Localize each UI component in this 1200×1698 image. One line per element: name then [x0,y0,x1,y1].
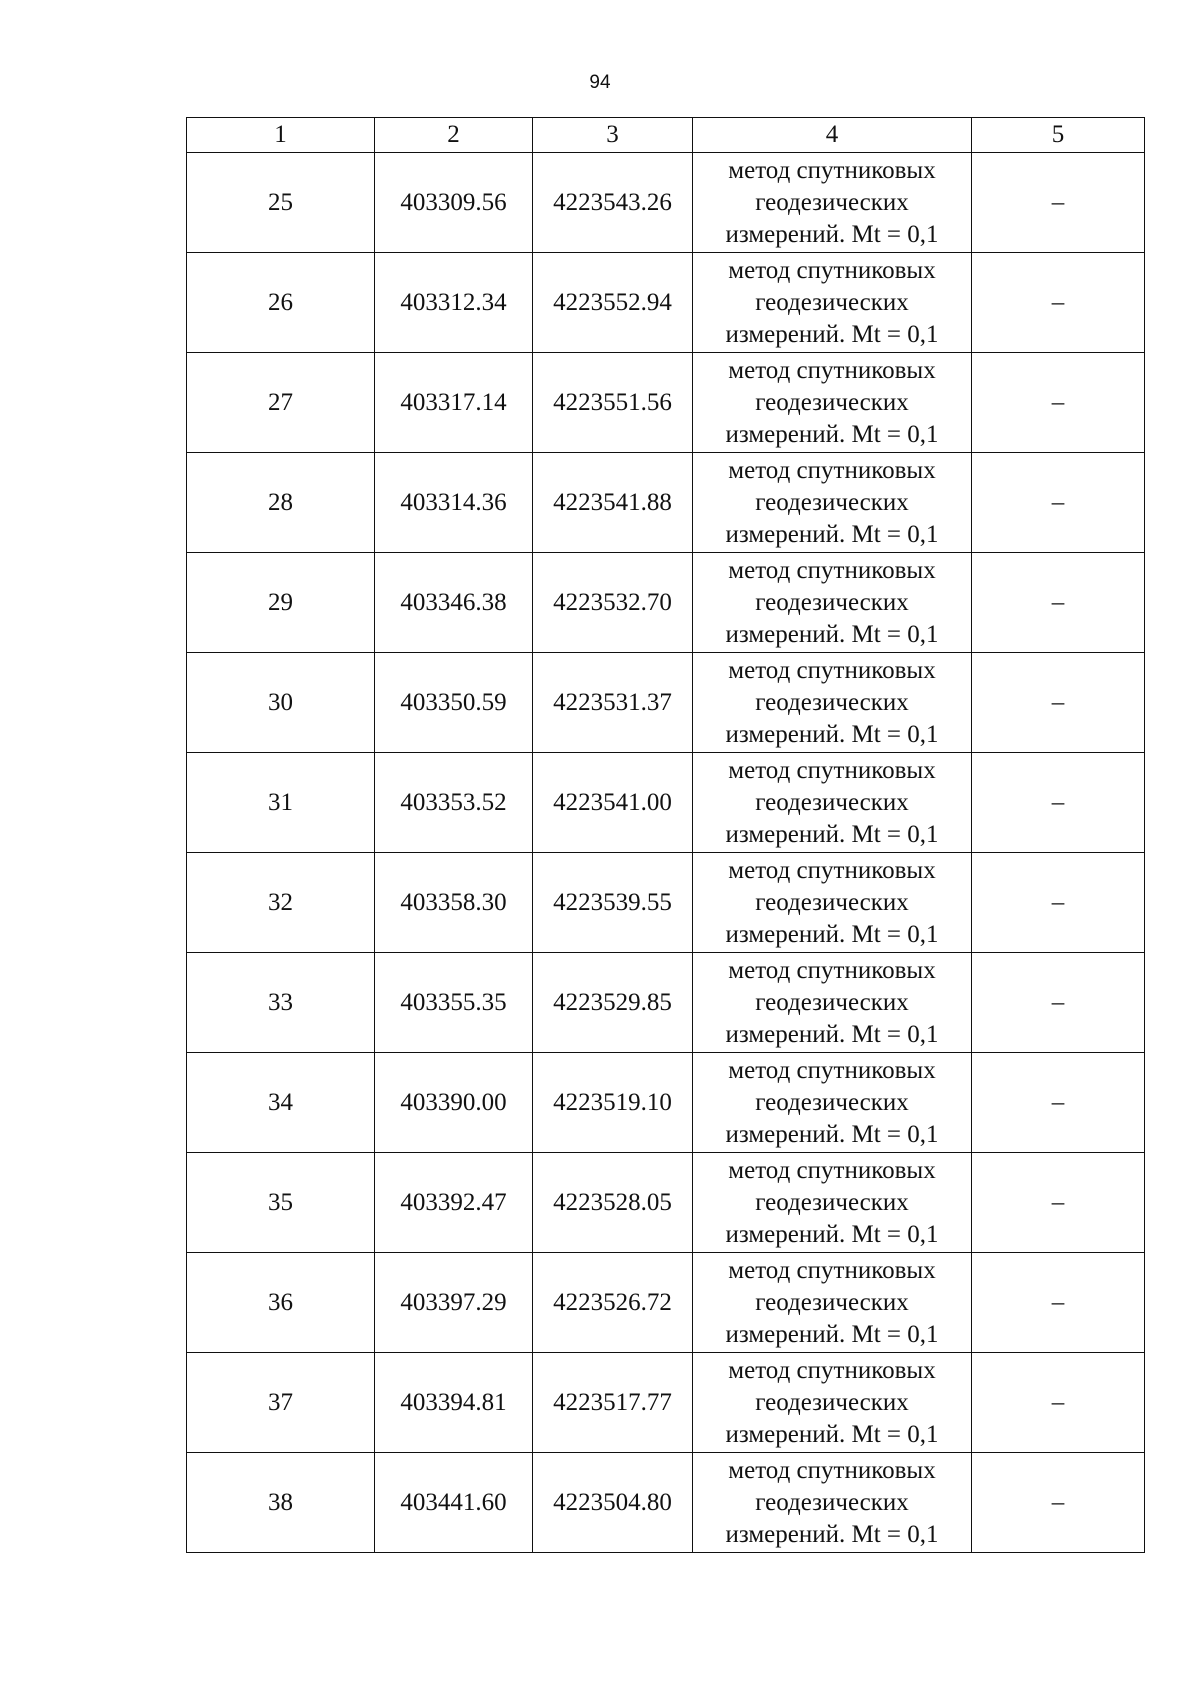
method-line: геодезических [755,388,909,416]
table-row [187,253,1145,353]
header-col-5: 5 [972,118,1145,153]
method-cell [693,553,972,653]
y-coordinate-cell: 4223519.10 [533,1053,693,1153]
method-cell [693,1053,972,1153]
x-coordinate-cell: 403317.14 [375,353,533,453]
table-row [187,853,1145,953]
note-cell: – [972,1153,1145,1253]
header-col-3: 3 [533,118,693,153]
method-line: геодезических [755,788,909,816]
method-cell [693,1253,972,1353]
method-line: метод спутниковых [728,256,936,284]
x-coordinate-cell: 403394.81 [375,1353,533,1453]
method-line: геодезических [755,588,909,616]
point-number-cell: 32 [187,853,375,953]
method-line: метод спутниковых [728,556,936,584]
note-cell: – [972,253,1145,353]
method-line: метод спутниковых [728,1356,936,1384]
method-line: измерений. Mt = 0,1 [725,1420,939,1448]
note-cell: – [972,1353,1145,1453]
method-cell [693,453,972,553]
method-line: геодезических [755,288,909,316]
method-line: измерений. Mt = 0,1 [725,1520,939,1548]
method-line: геодезических [755,688,909,716]
table-row [187,953,1145,1053]
method-line: метод спутниковых [728,1156,936,1184]
y-coordinate-cell: 4223543.26 [533,153,693,253]
x-coordinate-cell: 403346.38 [375,553,533,653]
method-line: геодезических [755,488,909,516]
table-row [187,1353,1145,1453]
table-row [187,1153,1145,1253]
method-line: измерений. Mt = 0,1 [725,720,939,748]
method-line: метод спутниковых [728,356,936,384]
method-cell [693,853,972,953]
method-line: измерений. Mt = 0,1 [725,420,939,448]
y-coordinate-cell: 4223541.00 [533,753,693,853]
y-coordinate-cell: 4223531.37 [533,653,693,753]
note-cell: – [972,453,1145,553]
x-coordinate-cell: 403392.47 [375,1153,533,1253]
method-line: геодезических [755,888,909,916]
method-line: геодезических [755,1088,909,1116]
header-col-1: 1 [187,118,375,153]
method-line: метод спутниковых [728,1056,936,1084]
method-line: метод спутниковых [728,1256,936,1284]
method-cell [693,253,972,353]
point-number-cell: 36 [187,1253,375,1353]
method-cell [693,753,972,853]
point-number-cell: 26 [187,253,375,353]
table-row [187,1053,1145,1153]
x-coordinate-cell: 403353.52 [375,753,533,853]
method-line: измерений. Mt = 0,1 [725,1120,939,1148]
note-cell: – [972,153,1145,253]
note-cell: – [972,353,1145,453]
method-line: метод спутниковых [728,656,936,684]
point-number-cell: 29 [187,553,375,653]
method-line: геодезических [755,988,909,1016]
note-cell: – [972,1053,1145,1153]
x-coordinate-cell: 403441.60 [375,1453,533,1553]
x-coordinate-cell: 403309.56 [375,153,533,253]
point-number-cell: 28 [187,453,375,553]
coordinates-table [186,117,1145,1553]
point-number-cell: 37 [187,1353,375,1453]
note-cell: – [972,653,1145,753]
point-number-cell: 34 [187,1053,375,1153]
method-cell [693,1453,972,1553]
y-coordinate-cell: 4223526.72 [533,1253,693,1353]
y-coordinate-cell: 4223504.80 [533,1453,693,1553]
method-line: геодезических [755,1488,909,1516]
method-cell [693,1153,972,1253]
point-number-cell: 33 [187,953,375,1053]
x-coordinate-cell: 403355.35 [375,953,533,1053]
x-coordinate-cell: 403358.30 [375,853,533,953]
method-line: метод спутниковых [728,156,936,184]
method-line: метод спутниковых [728,1456,936,1484]
x-coordinate-cell: 403312.34 [375,253,533,353]
method-line: измерений. Mt = 0,1 [725,820,939,848]
point-number-cell: 27 [187,353,375,453]
note-cell: – [972,753,1145,853]
method-line: геодезических [755,1188,909,1216]
method-line: геодезических [755,1288,909,1316]
method-cell [693,953,972,1053]
x-coordinate-cell: 403314.36 [375,453,533,553]
table-row [187,653,1145,753]
method-line: геодезических [755,188,909,216]
point-number-cell: 30 [187,653,375,753]
header-col-2: 2 [375,118,533,153]
table-row [187,753,1145,853]
method-line: измерений. Mt = 0,1 [725,620,939,648]
y-coordinate-cell: 4223528.05 [533,1153,693,1253]
note-cell: – [972,1253,1145,1353]
note-cell: – [972,853,1145,953]
y-coordinate-cell: 4223541.88 [533,453,693,553]
point-number-cell: 31 [187,753,375,853]
y-coordinate-cell: 4223551.56 [533,353,693,453]
table-row [187,153,1145,253]
method-line: измерений. Mt = 0,1 [725,1320,939,1348]
method-line: измерений. Mt = 0,1 [725,1220,939,1248]
table-header [187,118,1145,153]
y-coordinate-cell: 4223552.94 [533,253,693,353]
table-body [187,153,1145,1553]
header-row [187,118,1145,153]
y-coordinate-cell: 4223517.77 [533,1353,693,1453]
page-number: 94 [589,72,611,93]
note-cell: – [972,1453,1145,1553]
y-coordinate-cell: 4223529.85 [533,953,693,1053]
point-number-cell: 35 [187,1153,375,1253]
table-row [187,553,1145,653]
y-coordinate-cell: 4223539.55 [533,853,693,953]
point-number-cell: 38 [187,1453,375,1553]
note-cell: – [972,553,1145,653]
method-line: метод спутниковых [728,456,936,484]
method-line: измерений. Mt = 0,1 [725,220,939,248]
method-cell [693,653,972,753]
method-cell [693,353,972,453]
x-coordinate-cell: 403397.29 [375,1253,533,1353]
method-line: измерений. Mt = 0,1 [725,1020,939,1048]
table-row [187,453,1145,553]
method-line: геодезических [755,1388,909,1416]
table-row [187,1253,1145,1353]
x-coordinate-cell: 403350.59 [375,653,533,753]
table-row [187,353,1145,453]
table-row [187,1453,1145,1553]
method-line: измерений. Mt = 0,1 [725,920,939,948]
method-line: метод спутниковых [728,756,936,784]
y-coordinate-cell: 4223532.70 [533,553,693,653]
method-line: метод спутниковых [728,956,936,984]
method-line: измерений. Mt = 0,1 [725,320,939,348]
method-line: измерений. Mt = 0,1 [725,520,939,548]
x-coordinate-cell: 403390.00 [375,1053,533,1153]
point-number-cell: 25 [187,153,375,253]
method-cell [693,1353,972,1453]
note-cell: – [972,953,1145,1053]
method-cell [693,153,972,253]
method-line: метод спутниковых [728,856,936,884]
header-col-4: 4 [693,118,972,153]
